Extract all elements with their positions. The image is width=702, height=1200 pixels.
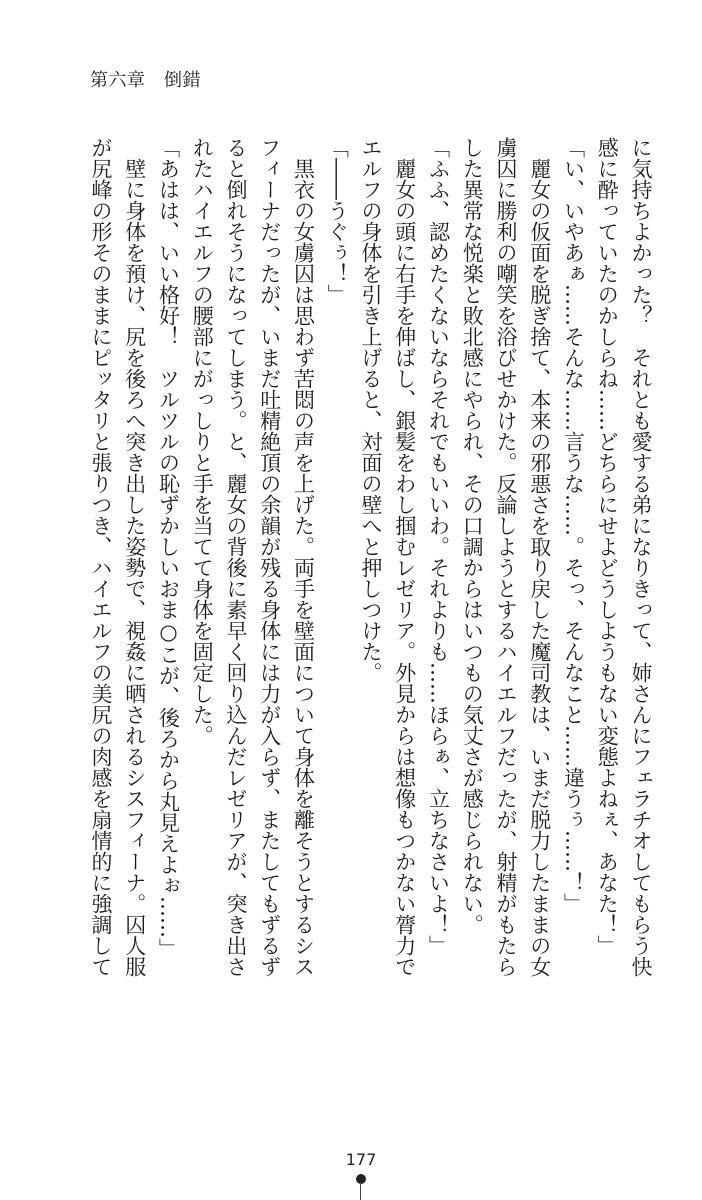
text-column: 「――うぐぅ！」 [325,137,350,305]
text-column: 壁に身体を預け、尻を後ろへ突き出した姿勢で、視姦に晒されるシスフィーナ。囚人服 [122,137,147,977]
text-column: エルフの身体を引き上げると、対面の壁へと押しつけた。 [359,137,383,683]
text-column: した異常な悦楽と敗北感にやられ、その口調からはいつもの気丈さが感じられない。 [460,137,485,935]
text-column: 黒衣の女虜囚は思わず苦悶の声を上げた。両手を壁面について身体を離そうとするシス [291,137,316,977]
text-column: 麗女の仮面を脱ぎ捨て、本来の邪悪さを取り戻した魔司教は、いまだ脱力したままの女 [527,137,552,977]
text-column: に気持ちよかった？ それとも愛する弟になりきって、姉さんにフェラチオしてもらう快 [629,137,653,977]
text-column: ると倒れそうになってしまう。と、麗女の背後に素早く回り込んだレゼリアが、突き出さ [224,137,248,977]
text-column: 虜囚に勝利の嘲笑を浴びせかけた。反論しようとするハイエルフだったが、射精がもたら [494,137,518,977]
text-column: 麗女の頭に右手を伸ばし、銀髪をわし掴むレゼリア。外見からは想像もつかない膂力で [392,137,417,977]
text-column: 「ふふ、認めたくないならそれでもいいわ。それよりも……ほらぁ、立ちなさいよ！」 [426,137,451,956]
page-number: 177 [345,1150,377,1169]
page-marker-dot [356,1174,366,1184]
text-column: 「あはは、いい格好！ ツルツルの恥ずかしいおま○こが、後ろから丸見えよぉ……」 [156,137,181,959]
text-column: が尻峰の形そのままにピッタリと張りつき、ハイエルフの美尻の肉感を扇情的に強調して [89,137,113,977]
text-column: れたハイエルフの腰部にがっしりと手を当てて身体を固定した。 [190,137,215,746]
body-text [83,137,657,987]
text-column: 感に酔っていたのかしらね……どちらにせよどうしようもない変態よねぇ、あなた！」 [595,137,620,956]
running-header: 第六章 倒錯 [90,70,201,91]
text-column: 「い、いやあぁ……そんな……言うな……。そっ、そんなこと……違うぅ……！」 [561,137,586,914]
text-column: フィーナだったが、いまだ吐精絶頂の余韻が残る身体には力が入らず、またしてもずるず [257,137,282,977]
page-marker-line [360,1182,361,1200]
